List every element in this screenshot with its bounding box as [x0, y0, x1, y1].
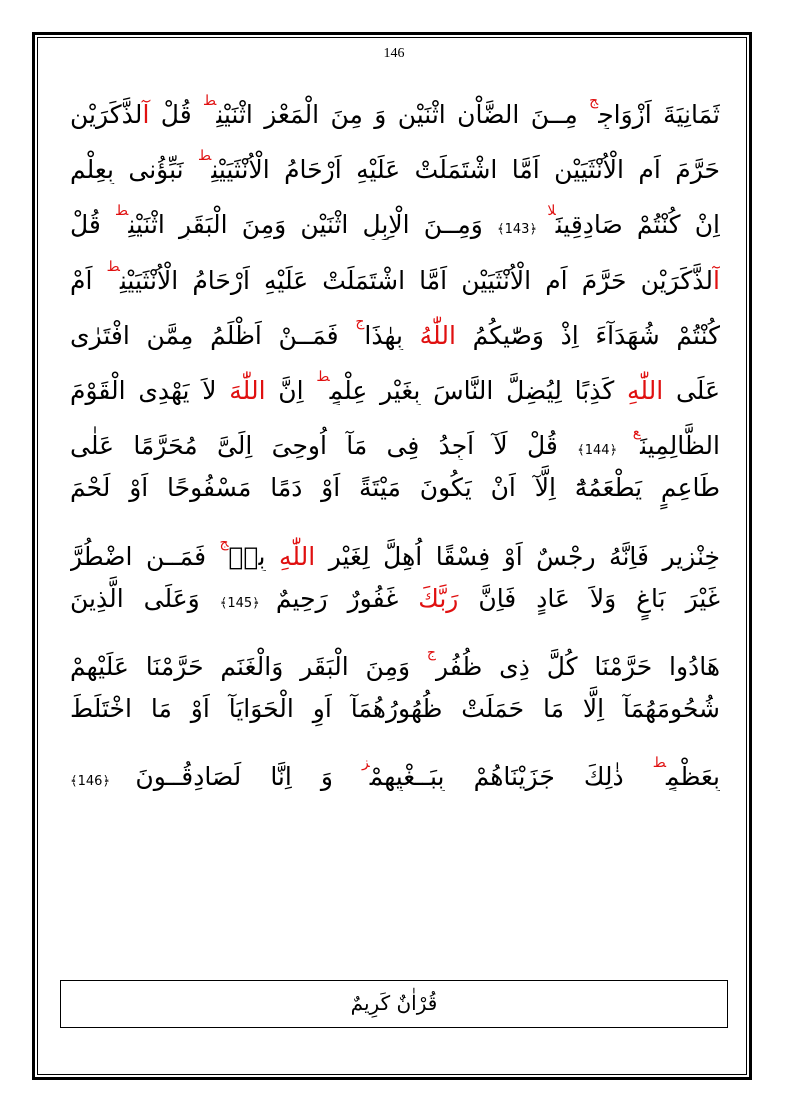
- pause-mark: ط: [106, 258, 120, 275]
- pause-mark: ج: [355, 313, 365, 330]
- verse-text: فَمَــنِ اضْطُرَّ: [70, 541, 220, 571]
- highlighted-word: آ: [142, 100, 150, 129]
- verse-text: بِهٖ: [228, 541, 279, 571]
- verse-text: نَبِّؤُنى بِعِلْمٍ: [70, 155, 199, 185]
- highlighted-word: اللّٰهِ: [626, 375, 664, 405]
- highlighted-word: اللّٰهَ: [229, 375, 266, 405]
- text-line-1: [70, 74, 720, 129]
- highlighted-word: اللّٰهُ: [419, 320, 456, 350]
- verse-text: قُلْ: [149, 100, 204, 129]
- pause-mark: ج: [426, 644, 436, 661]
- verse-text: شُحُومَهُمَآ اِلَّا مَا حَمَلَتْ ظُهُورُهُمَآ اَوِ الْحَوَايَآ اَوْ مَا اخْتَلَطَ: [70, 694, 720, 724]
- verse-text: وَمِــنَ الْاِبِلِ اثْنَيْنِ وَمِنَ الْبَقَرِ اثْنَيْنِ: [128, 210, 497, 240]
- pause-mark: ج: [589, 93, 599, 109]
- pause-mark: ط: [203, 93, 217, 109]
- verse-text: كَذِبًا لِيُضِلَّ النَّاسَ بِغَيْرِ عِلْمٍ: [329, 375, 627, 405]
- verse-text: وَ اِنَّا لَصَادِقُــونَ: [135, 762, 363, 792]
- verse-text: لذَّكَرَيْنِ حَرَّمَ اَمِ الْاُنْثَيَيْنِ اَمَّا اشْتَمَلَتْ عَلَيْهِ اَرْحَامُ الْاُنْثَيَيْنِ: [119, 265, 714, 295]
- verse-text: عَلَى: [663, 375, 720, 405]
- verse-text: اَمْ: [70, 265, 107, 295]
- pause-mark: ط: [652, 755, 667, 772]
- verse-text: مِــنَ الضَّاْنِ اثْنَيْنِ وَ مِنَ الْمَعْزِ اثْنَيْنِ: [216, 100, 590, 129]
- footer-title: قُرْاٰنٌ كَرِيمٌ: [60, 980, 728, 1028]
- verse-text: اِنَّ: [265, 375, 317, 405]
- verse-text: طَاعِمٍ يَطْعَمُهُٓ اِلَّآ اَنْ يَكُونَ مَيْتَةً اَوْ دَمًا مَسْفُوحًا اَوْ لَحْمَ: [70, 473, 720, 503]
- verse-text: وَعَلَى الَّذِينَ: [70, 583, 220, 613]
- pause-mark: ط: [316, 368, 330, 385]
- highlighted-word: رَبَّكَ: [418, 583, 459, 613]
- verse-text: ذٰلِكَ جَزَيْنَاهُمْ بِبَــغْيِهِمْ: [369, 762, 653, 792]
- text-line-8: [70, 460, 720, 515]
- text-line-13: [70, 736, 720, 791]
- verse-text: كُنْتُمْ شُهَدَآءَ اِذْ وَصّٰيكُمُ: [455, 320, 720, 350]
- text-line-12: [70, 681, 720, 736]
- verse-text: وَمِنَ الْبَقَرِ وَالْغَنَمِ حَرَّمْنَا عَلَيْهِمْ: [70, 651, 427, 681]
- pause-mark: ج: [219, 534, 229, 551]
- verse-text: هَادُوا حَرَّمْنَا كُلَّ ذِى ظُفُرٍ: [435, 651, 720, 681]
- verse-text: لاَ يَهْدِى الْقَوْمَ: [70, 375, 230, 405]
- quran-text-block: [70, 74, 720, 791]
- pause-mark: لا: [547, 203, 556, 220]
- pause-mark: ط: [198, 148, 212, 165]
- verse-text: حَرَّمَ اَمِ الْاُنْثَيَيْنِ اَمَّا اشْتَمَلَتْ عَلَيْهِ اَرْحَامُ الْاُنْثَيَيْنِ: [211, 155, 720, 185]
- text-line-10: [70, 571, 720, 626]
- text-line-2: [70, 129, 720, 184]
- verse-text: فَمَــنْ اَظْلَمُ مِمَّنِ افْتَرٰى: [70, 320, 356, 350]
- text-line-5: [70, 295, 720, 350]
- verse-text: لذَّكَرَيْنِ: [70, 100, 143, 129]
- verse-number: ﴿146﴾: [70, 774, 136, 790]
- verse-text: قُلْ لَآ اَجِدُ فِى مَآ اُوحِىَ اِلَىَّ مُحَرَّمًا عَلٰى: [70, 431, 578, 461]
- text-line-4: [70, 240, 720, 295]
- verse-number: ﴿143﴾: [497, 222, 548, 238]
- highlighted-word: آ: [713, 265, 720, 295]
- verse-text: ثَمَانِيَةَ اَزْوَاجٍ: [598, 100, 720, 129]
- page-number: 146: [383, 46, 405, 61]
- verse-number: ﴿145﴾: [219, 595, 276, 611]
- verse-text: غَفُورٌ رَحِيمٌ: [275, 583, 419, 613]
- text-line-3: [70, 184, 720, 239]
- text-line-11: [70, 626, 720, 681]
- verse-number: ﴿144﴾: [577, 443, 633, 459]
- highlighted-word: اللّٰهِ: [278, 541, 316, 571]
- verse-text: اِنْ كُنْتُمْ صَادِقِينَ: [555, 210, 720, 240]
- text-line-6: [70, 350, 720, 405]
- pause-mark: ع: [632, 424, 641, 441]
- pause-mark: ط: [115, 203, 129, 220]
- pause-mark: ز: [362, 755, 370, 772]
- text-line-9: [70, 516, 720, 571]
- verse-text: خِنْزِيرٍ فَاِنَّهُ رِجْسٌ اَوْ فِسْقًا اُهِلَّ لِغَيْرِ: [315, 541, 720, 571]
- verse-text: بِهٰذَا: [364, 320, 420, 350]
- verse-text: الظَّالِمِينَ: [640, 431, 720, 461]
- verse-text: قُلْ: [70, 210, 116, 240]
- verse-text: غَيْرَ بَاغٍ وَلاَ عَادٍ فَاِنَّ: [458, 583, 720, 613]
- verse-text: بِعَظْمٍ: [666, 762, 720, 792]
- text-line-7: [70, 405, 720, 460]
